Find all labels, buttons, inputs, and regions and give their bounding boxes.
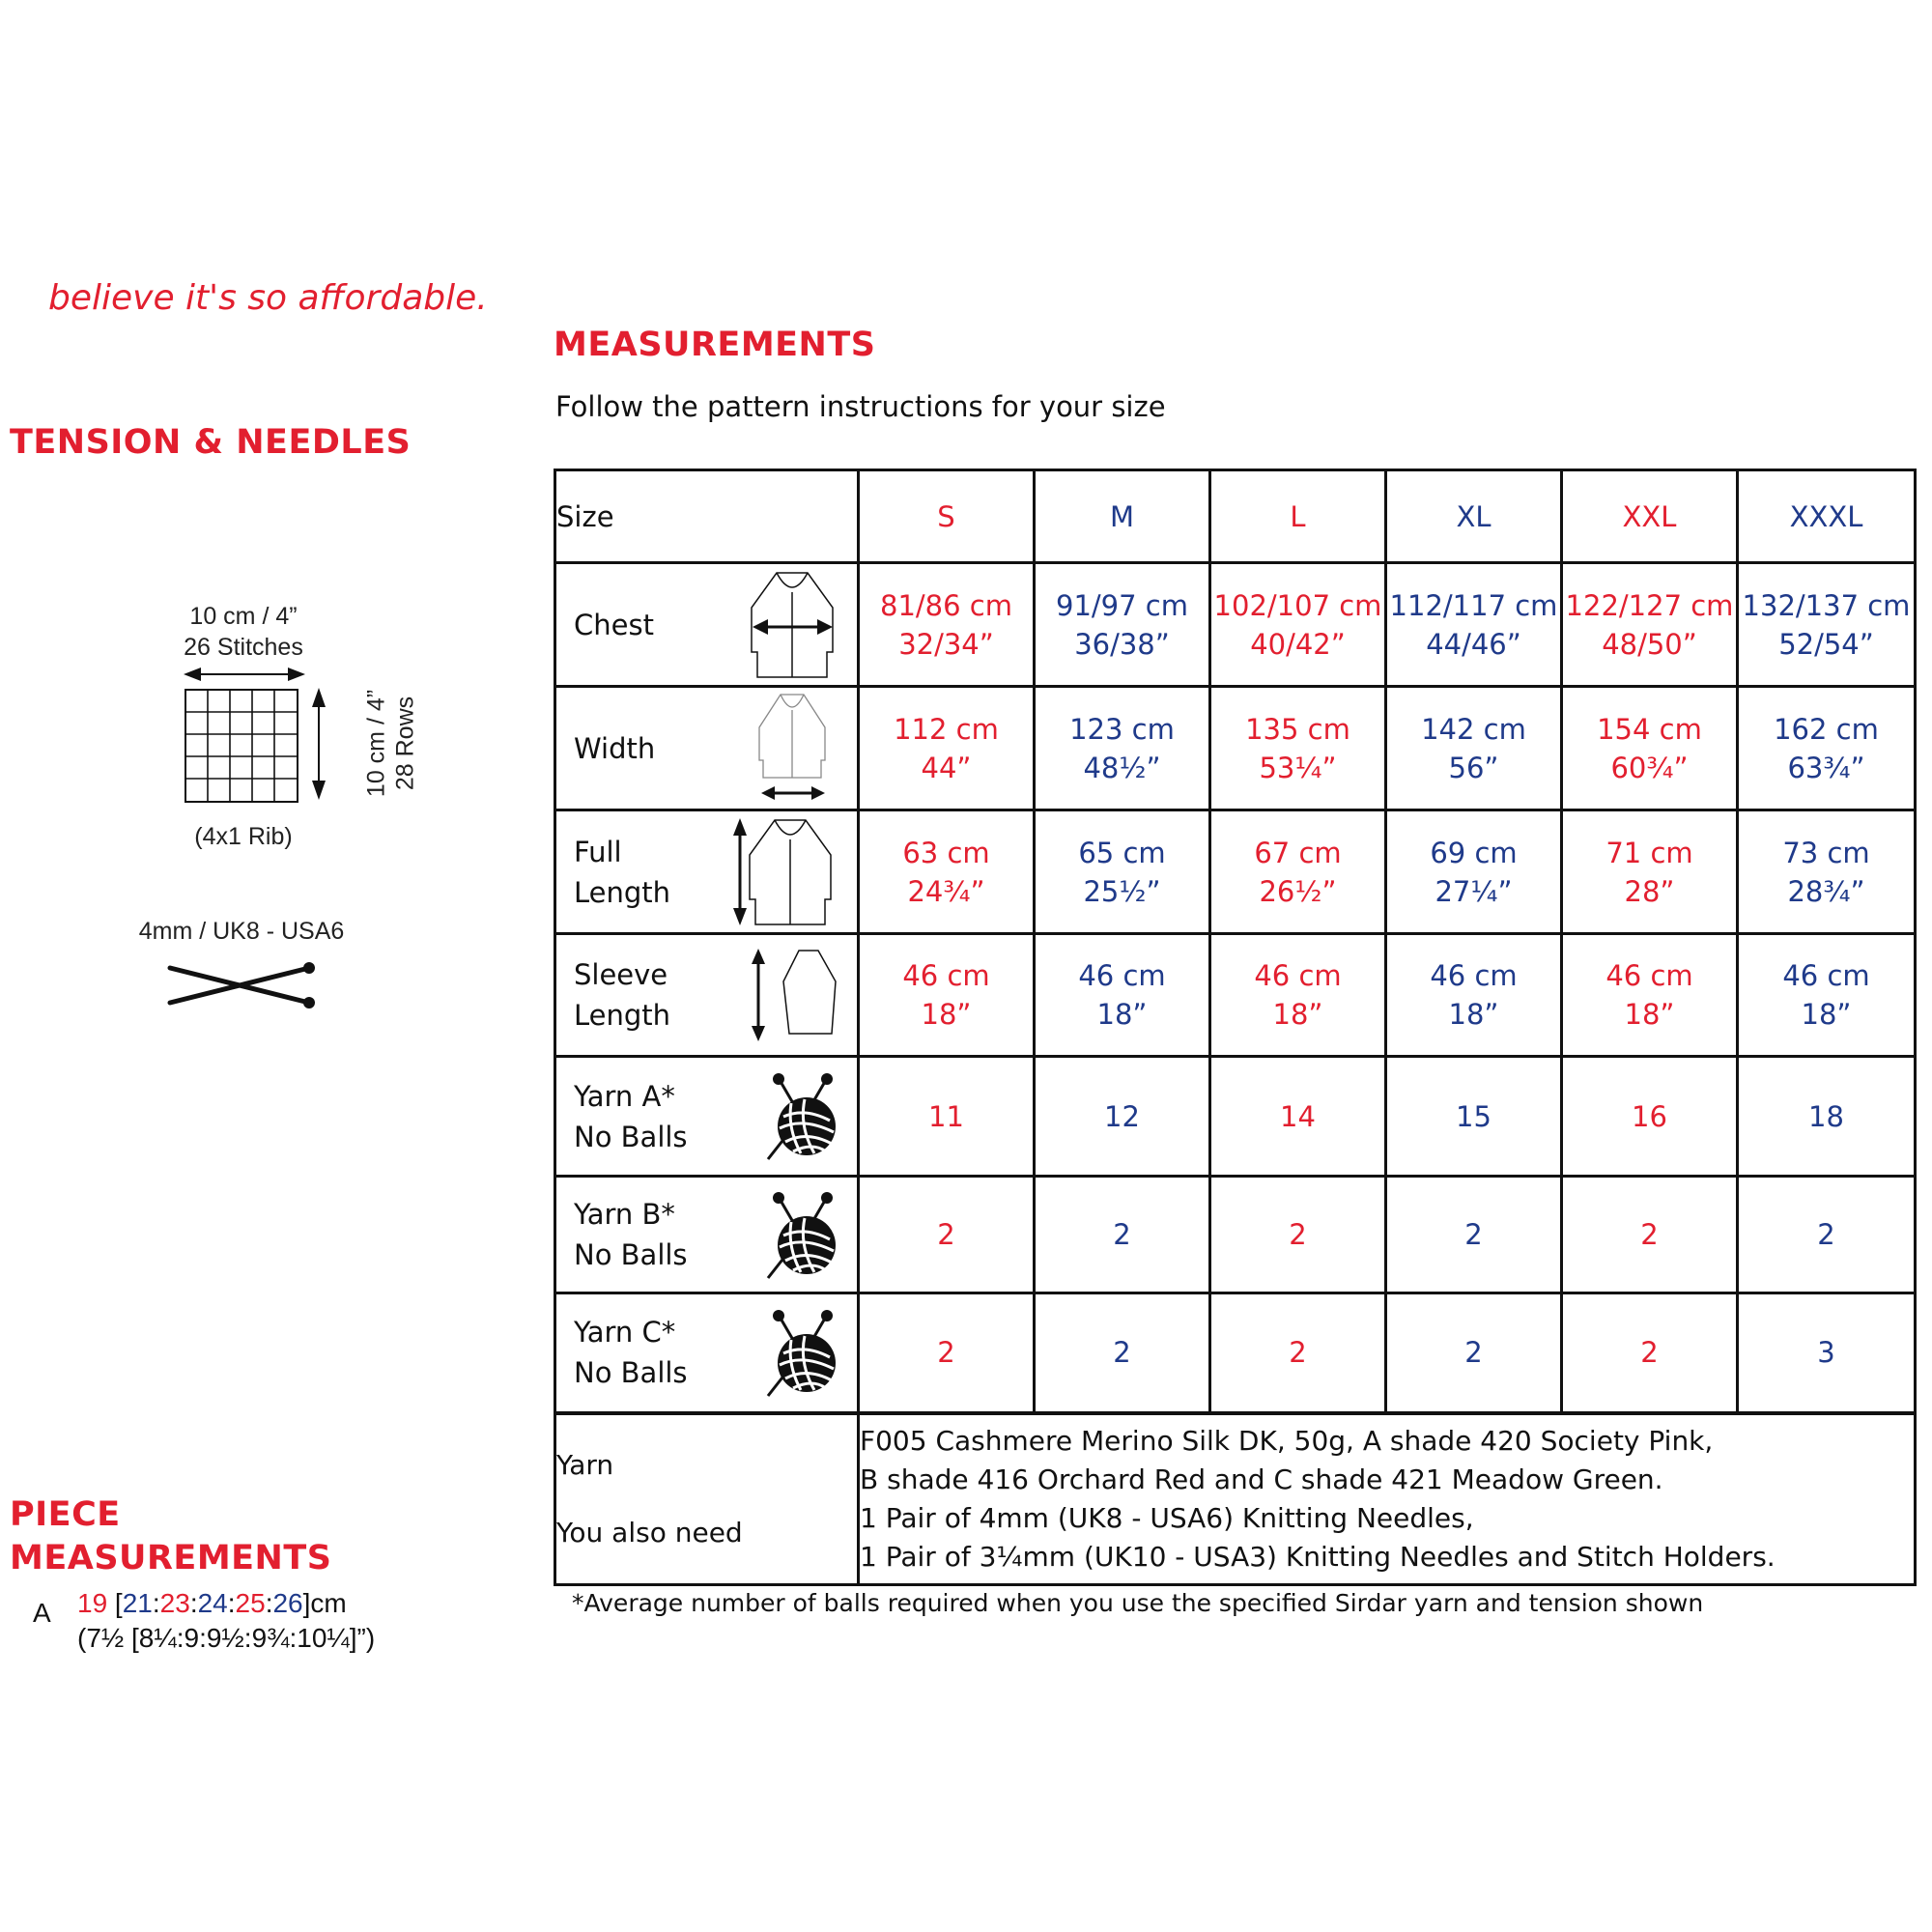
yarn-info-text — [859, 1413, 1916, 1585]
full-length-label-cell — [555, 810, 859, 934]
piece-size-m: 21 — [122, 1588, 153, 1618]
width-xxxl: 162 cm 63¾” — [1738, 687, 1916, 810]
length-xxxl: 73 cm 28¾” — [1738, 810, 1916, 934]
yarn-a-s: 11 — [859, 1057, 1035, 1177]
yarn-c-m: 2 — [1035, 1293, 1210, 1413]
piece-size-xxxl: 26 — [272, 1588, 303, 1618]
gauge-vertical-labels — [343, 686, 419, 802]
yarn-a-xl: 15 — [1386, 1057, 1562, 1177]
piece-size-xl: 24 — [197, 1588, 228, 1618]
sleeve-length-label-cell — [555, 934, 859, 1057]
piece-row-a: A 19 [21:23:24:25:26]cm (7½ [8¼:9:9½:9¾:10¼]”) — [33, 1588, 376, 1653]
piece-size-l: 23 — [159, 1588, 190, 1618]
sleeve-xxxl: 46 cm 18” — [1738, 934, 1916, 1057]
sleeve-m: 46 cm 18” — [1035, 934, 1210, 1057]
gauge-stitches-label: 26 Stitches — [184, 634, 303, 661]
chest-row — [555, 563, 1916, 687]
yarn-b-xl: 2 — [1386, 1177, 1562, 1293]
row-label: Yarn A* No Balls — [574, 1079, 688, 1153]
needle-size-label: 4mm / UK8 - USA6 — [138, 918, 345, 945]
chest-l: 102/107 cm 40/42” — [1210, 563, 1386, 687]
chest-xxxl: 132/137 cm 52/54” — [1738, 563, 1916, 687]
row-label: Chest — [574, 608, 654, 641]
piece-letter: A — [33, 1598, 51, 1628]
yarn-b-xxl: 2 — [1562, 1177, 1738, 1293]
stitch-pattern-label: (4x1 Rib) — [194, 823, 293, 850]
yarn-label: Yarn — [556, 1448, 614, 1481]
cardigan-width-icon — [750, 693, 841, 804]
size-s: S — [859, 470, 1035, 563]
yarn-info-labels — [555, 1413, 859, 1585]
yarn-c-s: 2 — [859, 1293, 1035, 1413]
cardigan-length-icon — [730, 816, 841, 927]
size-m: M — [1035, 470, 1210, 563]
yarn-ball-icon — [764, 1070, 841, 1162]
yarn-info-line: 1 Pair of 4mm (UK8 - USA6) Knitting Needles, — [860, 1501, 1474, 1534]
length-l: 67 cm 26½” — [1210, 810, 1386, 934]
length-s: 63 cm 24¾” — [859, 810, 1035, 934]
chest-xxl: 122/127 cm 48/50” — [1562, 563, 1738, 687]
yarn-c-xxxl: 3 — [1738, 1293, 1916, 1413]
sleeve-s: 46 cm 18” — [859, 934, 1035, 1057]
also-need-label: You also need — [556, 1516, 743, 1548]
measurements-heading: MEASUREMENTS — [554, 326, 876, 364]
chest-label-cell — [555, 563, 859, 687]
row-label: Width — [574, 731, 656, 765]
yarn-info-row — [555, 1413, 1916, 1585]
size-label: Size — [555, 470, 859, 563]
chest-s: 81/86 cm 32/34” — [859, 563, 1035, 687]
sleeve-xl: 46 cm 18” — [1386, 934, 1562, 1057]
yarn-b-l: 2 — [1210, 1177, 1386, 1293]
yarn-c-label-cell — [555, 1293, 859, 1413]
width-l: 135 cm 53¼” — [1210, 687, 1386, 810]
piece-size-s: 19 — [77, 1588, 108, 1618]
yarn-a-l: 14 — [1210, 1057, 1386, 1177]
knitting-needles-icon — [164, 956, 319, 1014]
yarn-a-row — [555, 1057, 1916, 1177]
sleeve-length-row — [555, 934, 1916, 1057]
width-xl: 142 cm 56” — [1386, 687, 1562, 810]
piece-heading-line1: PIECE — [10, 1495, 121, 1534]
size-xl: XL — [1386, 470, 1562, 563]
yarn-a-xxl: 16 — [1562, 1057, 1738, 1177]
width-label-cell — [555, 687, 859, 810]
sleeve-l: 46 cm 18” — [1210, 934, 1386, 1057]
tagline-fragment: believe it's so affordable. — [48, 278, 488, 318]
yarn-info-line: B shade 416 Orchard Red and C shade 421 Meadow Green. — [860, 1463, 1663, 1495]
vertical-arrow-icon — [309, 686, 328, 802]
size-xxl: XXL — [1562, 470, 1738, 563]
yarn-c-l: 2 — [1210, 1293, 1386, 1413]
gauge-height-label: 10 cm / 4” — [362, 689, 390, 798]
width-m: 123 cm 48½” — [1035, 687, 1210, 810]
yarn-b-s: 2 — [859, 1177, 1035, 1293]
cardigan-chest-icon — [750, 569, 841, 680]
chest-xl: 112/117 cm 44/46” — [1386, 563, 1562, 687]
piece-size-xxl: 25 — [235, 1588, 266, 1618]
gauge-width-label: 10 cm / 4” — [189, 603, 298, 630]
yarn-b-xxxl: 2 — [1738, 1177, 1916, 1293]
yarn-a-label-cell — [555, 1057, 859, 1177]
gauge-rows-label: 28 Rows — [391, 696, 419, 791]
width-row — [555, 687, 1916, 810]
yarn-b-row — [555, 1177, 1916, 1293]
gauge-diagram — [145, 589, 435, 860]
sleeve-xxl: 46 cm 18” — [1562, 934, 1738, 1057]
yarn-a-xxxl: 18 — [1738, 1057, 1916, 1177]
size-header-row — [555, 470, 1916, 563]
row-label: Sleeve Length — [574, 958, 671, 1032]
chest-m: 91/97 cm 36/38” — [1035, 563, 1210, 687]
piece-measurements-heading — [10, 1493, 331, 1580]
piece-heading-line2: MEASUREMENTS — [10, 1539, 332, 1577]
length-xl: 69 cm 27¼” — [1386, 810, 1562, 934]
length-m: 65 cm 25½” — [1035, 810, 1210, 934]
yarn-info-line: F005 Cashmere Merino Silk DK, 50g, A shade 420 Society Pink, — [860, 1424, 1714, 1457]
yarn-a-m: 12 — [1035, 1057, 1210, 1177]
size-xxxl: XXXL — [1738, 470, 1916, 563]
yarn-c-row — [555, 1293, 1916, 1413]
bracket-open: [ — [107, 1588, 123, 1618]
piece-imperial-partial: (7½ [8¼:9:9½:9¾:10¼]”) — [77, 1623, 376, 1653]
sleeve-length-icon — [745, 947, 841, 1043]
yarn-ball-icon — [764, 1307, 841, 1399]
swatch-grid-icon — [184, 688, 299, 804]
yarn-info-line: 1 Pair of 3¼mm (UK10 - USA3) Knitting Needles and Stitch Holders. — [860, 1540, 1776, 1573]
yarn-c-xxl: 2 — [1562, 1293, 1738, 1413]
width-s: 112 cm 44” — [859, 687, 1035, 810]
bracket-close: ]cm — [302, 1588, 347, 1618]
horizontal-arrow-icon — [182, 665, 307, 684]
width-xxl: 154 cm 60¾” — [1562, 687, 1738, 810]
row-label: Full Length — [574, 835, 671, 909]
measurements-table — [554, 469, 1917, 1586]
yarn-b-m: 2 — [1035, 1177, 1210, 1293]
yarn-c-xl: 2 — [1386, 1293, 1562, 1413]
row-label: Yarn B* No Balls — [574, 1198, 688, 1271]
length-xxl: 71 cm 28” — [1562, 810, 1738, 934]
footnote: *Average number of balls required when you use the specified Sirdar yarn and tension shown — [572, 1589, 1704, 1617]
full-length-row — [555, 810, 1916, 934]
tension-heading: TENSION & NEEDLES — [10, 423, 412, 462]
row-label: Yarn C* No Balls — [574, 1316, 688, 1390]
yarn-b-label-cell — [555, 1177, 859, 1293]
yarn-ball-icon — [764, 1189, 841, 1281]
size-l: L — [1210, 470, 1386, 563]
measurements-subtitle: Follow the pattern instructions for your size — [555, 390, 1166, 423]
